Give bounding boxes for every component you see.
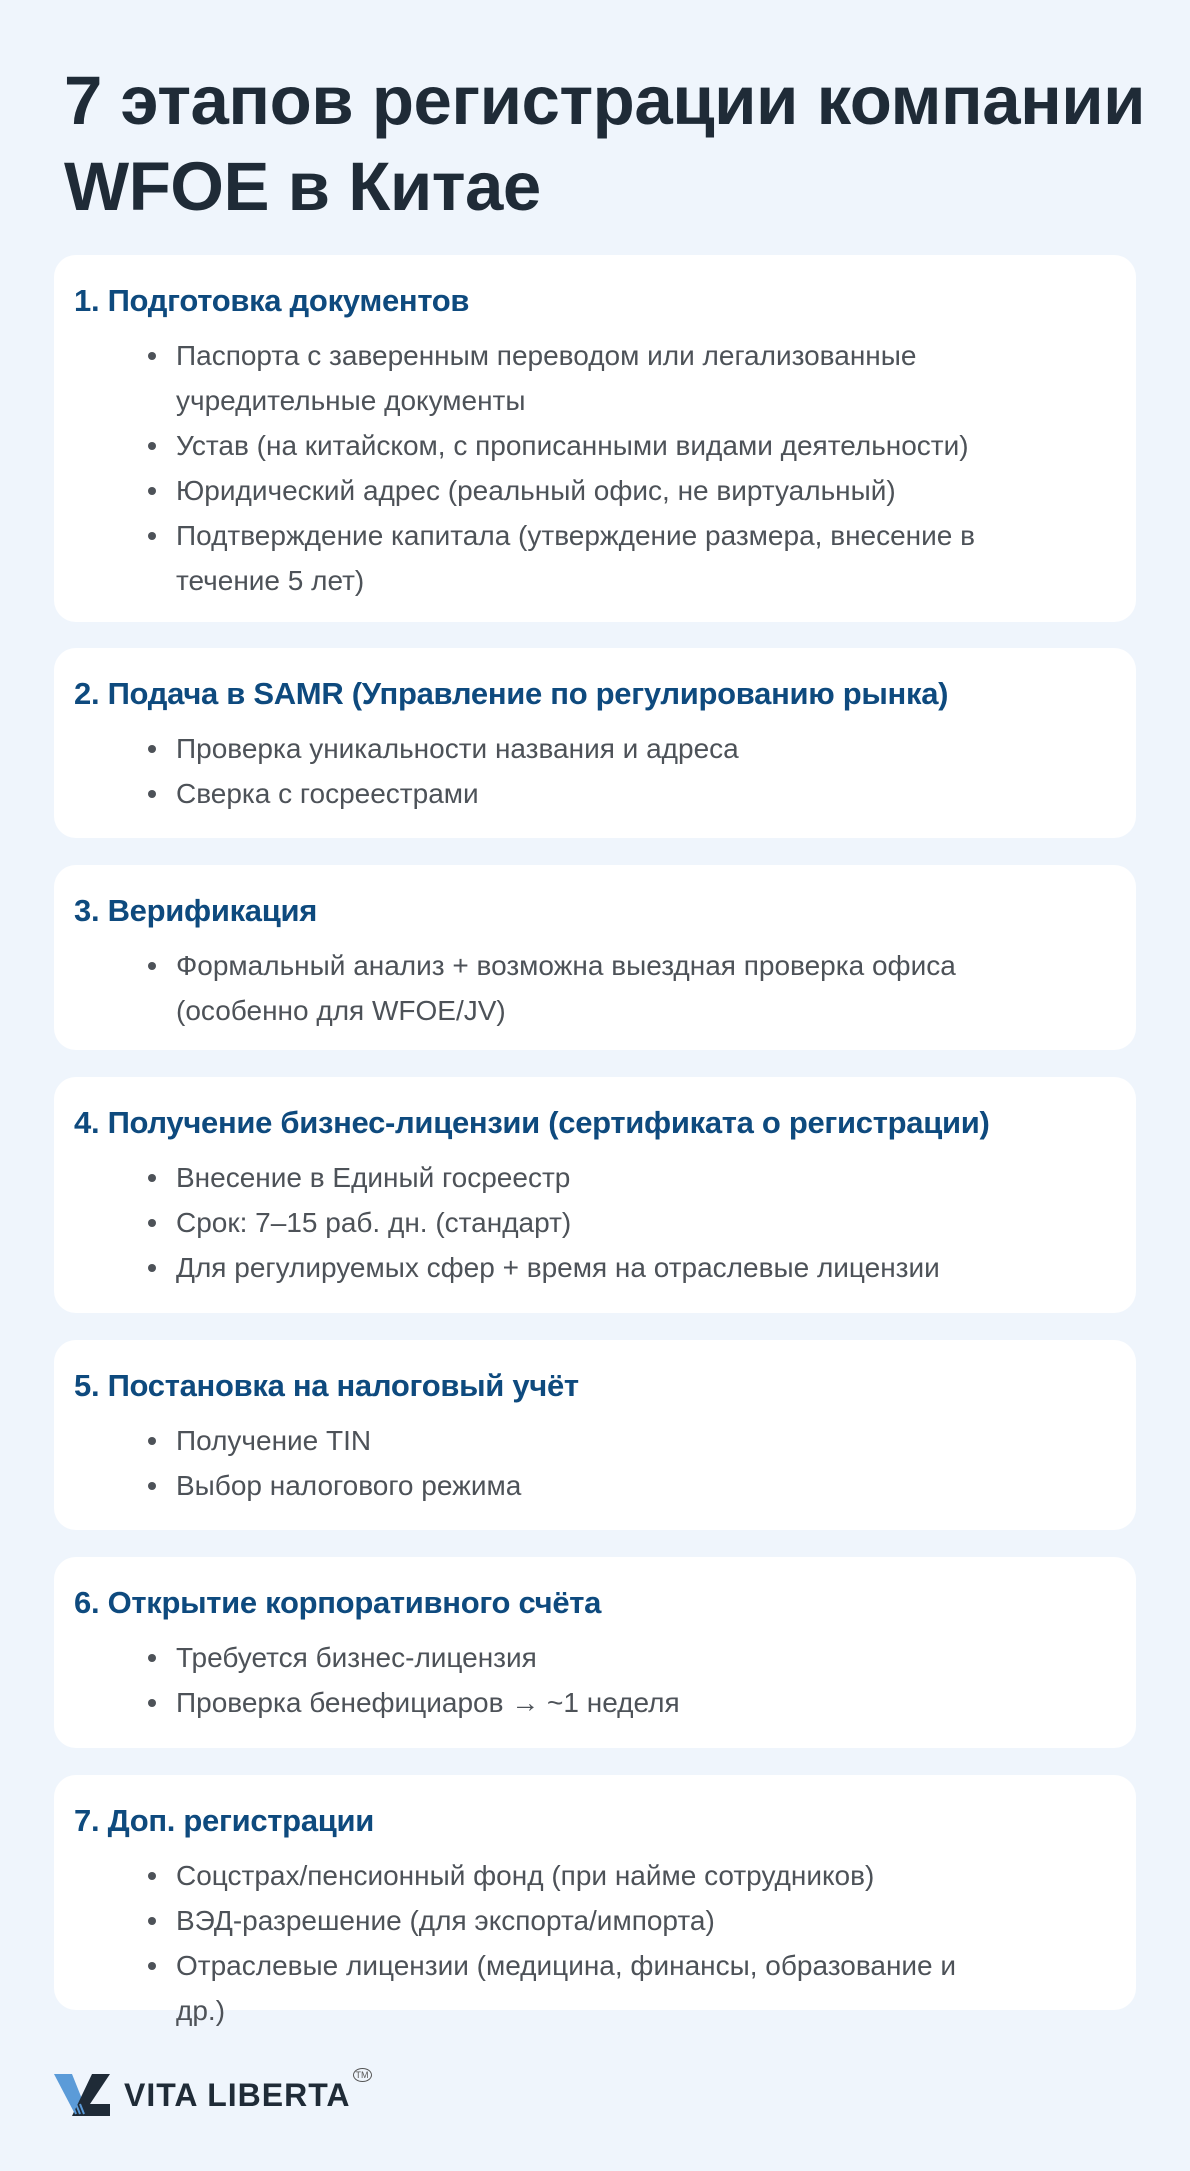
- step-list: [74, 1853, 1116, 2033]
- list-item: ВЭД-разрешение (для экспорта/импорта): [74, 1898, 1116, 1943]
- step-heading: 7. Доп. регистрации: [74, 1803, 375, 1838]
- vita-liberta-logo: [54, 2070, 372, 2116]
- step-card: [54, 648, 1136, 838]
- step-list: [74, 1418, 1116, 1508]
- list-item: Паспорта с заверенным переводом или легализованные учредительные документы: [74, 333, 1116, 423]
- step-card: [54, 1340, 1136, 1530]
- step-heading: 4. Получение бизнес-лицензии (сертификата о регистрации): [74, 1105, 990, 1140]
- list-item: Проверка уникальности названия и адреса: [74, 726, 1116, 771]
- list-item: Получение TIN: [74, 1418, 1116, 1463]
- step-heading: 5. Постановка на налоговый учёт: [74, 1368, 579, 1403]
- step-heading: 3. Верификация: [74, 893, 318, 928]
- step-card: [54, 1557, 1136, 1748]
- step-list: [74, 943, 1116, 1033]
- list-item: Для регулируемых сфер + время на отраслевые лицензии: [74, 1245, 1116, 1290]
- page-title: 7 этапов регистрации компании WFOE в Китае: [64, 62, 1146, 225]
- logo-text: VITA LIBERTA: [124, 2076, 351, 2113]
- step-heading: 6. Открытие корпоративного счёта: [74, 1585, 602, 1620]
- list-item: Соцстрах/пенсионный фонд (при найме сотрудников): [74, 1853, 1116, 1898]
- list-item: Проверка бенефициаров → ~1 неделя: [74, 1680, 1116, 1725]
- logo-mark-icon: [54, 2074, 110, 2116]
- step-list: [74, 726, 1116, 816]
- list-item: Юридический адрес (реальный офис, не виртуальный): [74, 468, 1116, 513]
- step-heading: 2. Подача в SAMR (Управление по регулированию рынка): [74, 676, 949, 711]
- list-item: Выбор налогового режима: [74, 1463, 1116, 1508]
- list-item: Срок: 7–15 раб. дн. (стандарт): [74, 1200, 1116, 1245]
- list-item: Подтверждение капитала (утверждение размера, внесение в течение 5 лет): [74, 513, 1116, 603]
- step-card: [54, 865, 1136, 1050]
- step-card: [54, 1077, 1136, 1313]
- list-item: Формальный анализ + возможна выездная проверка офиса (особенно для WFOE/JV): [74, 943, 1116, 1033]
- step-list: [74, 1155, 1116, 1290]
- list-item: Сверка с госреестрами: [74, 771, 1116, 816]
- list-item: Внесение в Единый госреестр: [74, 1155, 1116, 1200]
- step-card: [54, 1775, 1136, 2026]
- step-list: [74, 1635, 1116, 1725]
- step-card: [54, 255, 1136, 622]
- list-item: Требуется бизнес-лицензия: [74, 1635, 1116, 1680]
- step-heading: 1. Подготовка документов: [74, 283, 470, 318]
- trademark-mark: TM: [353, 2068, 372, 2082]
- step-list: [74, 333, 1116, 603]
- list-item: Отраслевые лицензии (медицина, финансы, образование и др.): [74, 1943, 1116, 2033]
- list-item: Устав (на китайском, с прописанными видами деятельности): [74, 423, 1116, 468]
